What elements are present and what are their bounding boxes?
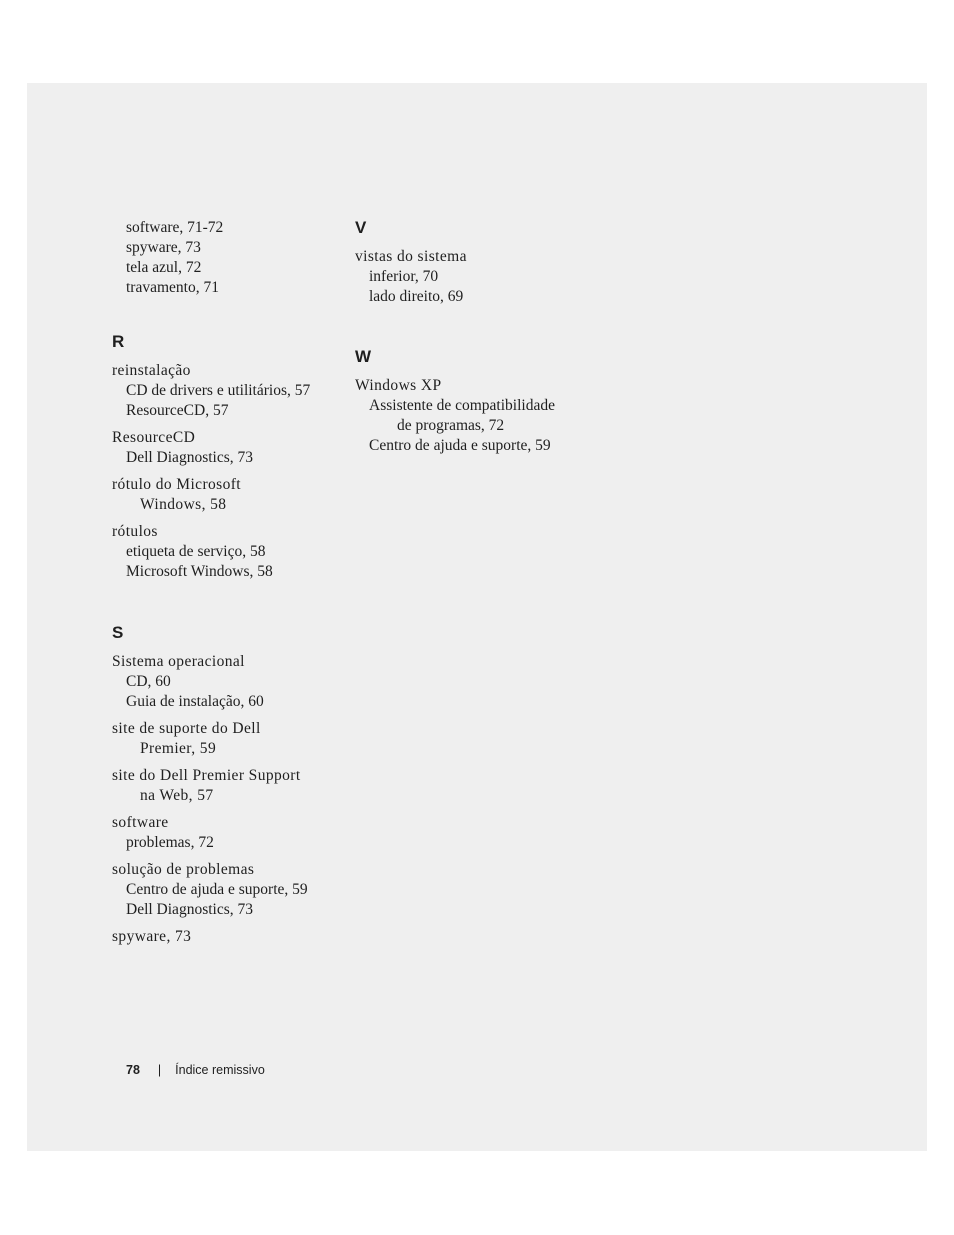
page-number: 78: [126, 1063, 140, 1077]
index-entry: [355, 247, 585, 307]
index-subentry: CD de drivers e utilitários, 57: [126, 382, 311, 399]
index-term: Sistema operacional: [112, 653, 245, 670]
index-subentry: Centro de ajuda e suporte, 59: [126, 881, 308, 898]
index-subentry: Centro de ajuda e suporte, 59: [369, 437, 551, 454]
index-term: vistas do sistema: [355, 248, 467, 265]
index-term-continuation: na Web, 57: [140, 787, 214, 804]
index-term: reinstalação: [112, 362, 191, 379]
index-subentry: software, 71-72: [126, 219, 224, 236]
index-entry: [112, 522, 342, 582]
index-term: site de suporte do Dell: [112, 720, 261, 737]
index-term: software: [112, 814, 169, 831]
index-entry: [112, 927, 342, 947]
index-term: site do Dell Premier Support: [112, 767, 301, 784]
index-entry-continued: [112, 218, 342, 298]
section-letter-r: R: [112, 332, 125, 351]
index-entry: [112, 813, 342, 853]
index-term-continuation: Premier, 59: [140, 740, 217, 757]
index-entry: [355, 376, 585, 456]
index-subentry: inferior, 70: [369, 268, 439, 285]
index-subentry: spyware, 73: [126, 239, 201, 256]
section-letter-v: V: [355, 218, 367, 237]
index-column-left: [112, 218, 342, 954]
index-term: solução de problemas: [112, 861, 255, 878]
section-letter-s: S: [112, 623, 124, 642]
index-subentry-continuation: de programas, 72: [397, 417, 505, 434]
index-subentry: Assistente de compatibilidade: [369, 397, 555, 414]
index-entry: [112, 428, 342, 468]
spacer: [112, 298, 342, 332]
index-subentry: CD, 60: [126, 673, 171, 690]
index-entry: [112, 652, 342, 712]
index-subentry: Microsoft Windows, 58: [126, 563, 273, 580]
index-subentry: Dell Diagnostics, 73: [126, 901, 253, 918]
section-letter-w: W: [355, 347, 372, 366]
index-entry: [112, 475, 342, 515]
index-subentry: tela azul, 72: [126, 259, 202, 276]
index-entry: [112, 860, 342, 920]
index-entry: [112, 766, 342, 806]
index-subentry: travamento, 71: [126, 279, 219, 296]
index-term-continuation: Windows, 58: [140, 496, 227, 513]
index-subentry: ResourceCD, 57: [126, 402, 229, 419]
index-subentry: problemas, 72: [126, 834, 214, 851]
index-column-right: [355, 218, 585, 463]
index-entry: [112, 361, 342, 421]
spacer: [355, 314, 585, 347]
spacer: [112, 589, 342, 623]
index-term: ResourceCD: [112, 429, 196, 446]
index-subentry: etiqueta de serviço, 58: [126, 543, 266, 560]
index-entry: [112, 719, 342, 759]
index-term: rótulos: [112, 523, 158, 540]
footer-section-title: Índice remissivo: [175, 1063, 265, 1077]
footer-separator: |: [157, 1063, 162, 1077]
index-page: [27, 83, 927, 1151]
index-term: Windows XP: [355, 377, 442, 394]
page-footer: [126, 1062, 265, 1078]
index-subentry: lado direito, 69: [369, 288, 464, 305]
index-term: rótulo do Microsoft: [112, 476, 242, 493]
index-term: spyware, 73: [112, 928, 192, 945]
index-subentry: Guia de instalação, 60: [126, 693, 264, 710]
index-subentry: Dell Diagnostics, 73: [126, 449, 253, 466]
